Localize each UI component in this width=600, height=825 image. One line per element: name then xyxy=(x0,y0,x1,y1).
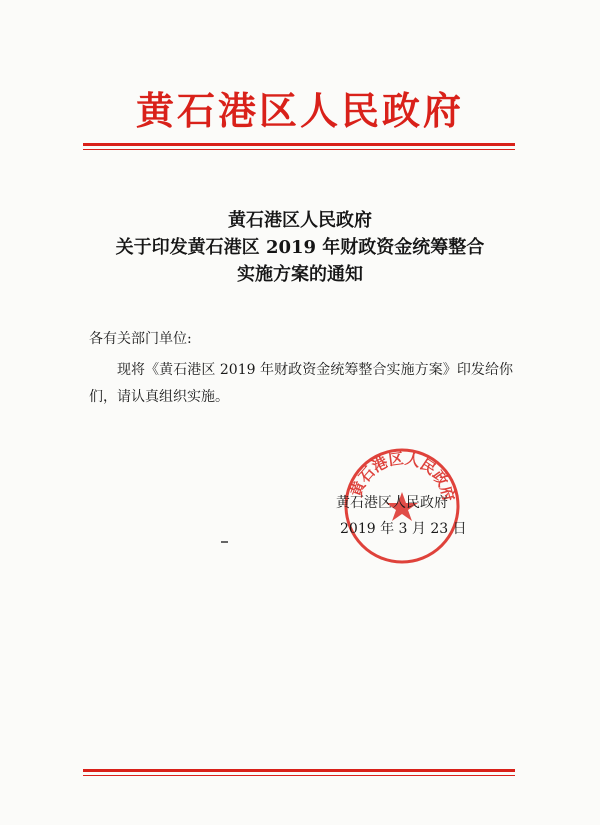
letterhead-rule-thick xyxy=(83,143,515,146)
signature-organization: 黄石港区人民政府 xyxy=(336,495,448,511)
seal-text: 黄石港区人民政府 xyxy=(347,449,459,504)
document-title-line-3: 实施方案的通知 xyxy=(237,264,363,285)
footer-rule-thick xyxy=(83,769,515,772)
letterhead-rule-thin xyxy=(83,149,515,150)
document-title-line-1: 黄石港区人民政府 xyxy=(228,210,372,231)
document-title xyxy=(0,207,600,288)
footer-rule-thin xyxy=(83,775,515,776)
document-title-line-2: 关于印发黄石港区 2019 年财政资金统筹整合 xyxy=(115,237,485,258)
signature-date: 2019 年 3 月 23 日 xyxy=(340,521,467,537)
letterhead-title: 黄石港区人民政府 xyxy=(135,88,464,133)
body-paragraph: 现将《黄石港区 2019 年财政资金统筹整合实施方案》印发给你们，请认真组织实施。 xyxy=(89,362,513,405)
addressee: 各有关部门单位: xyxy=(89,331,192,347)
ink-mark xyxy=(221,541,228,543)
